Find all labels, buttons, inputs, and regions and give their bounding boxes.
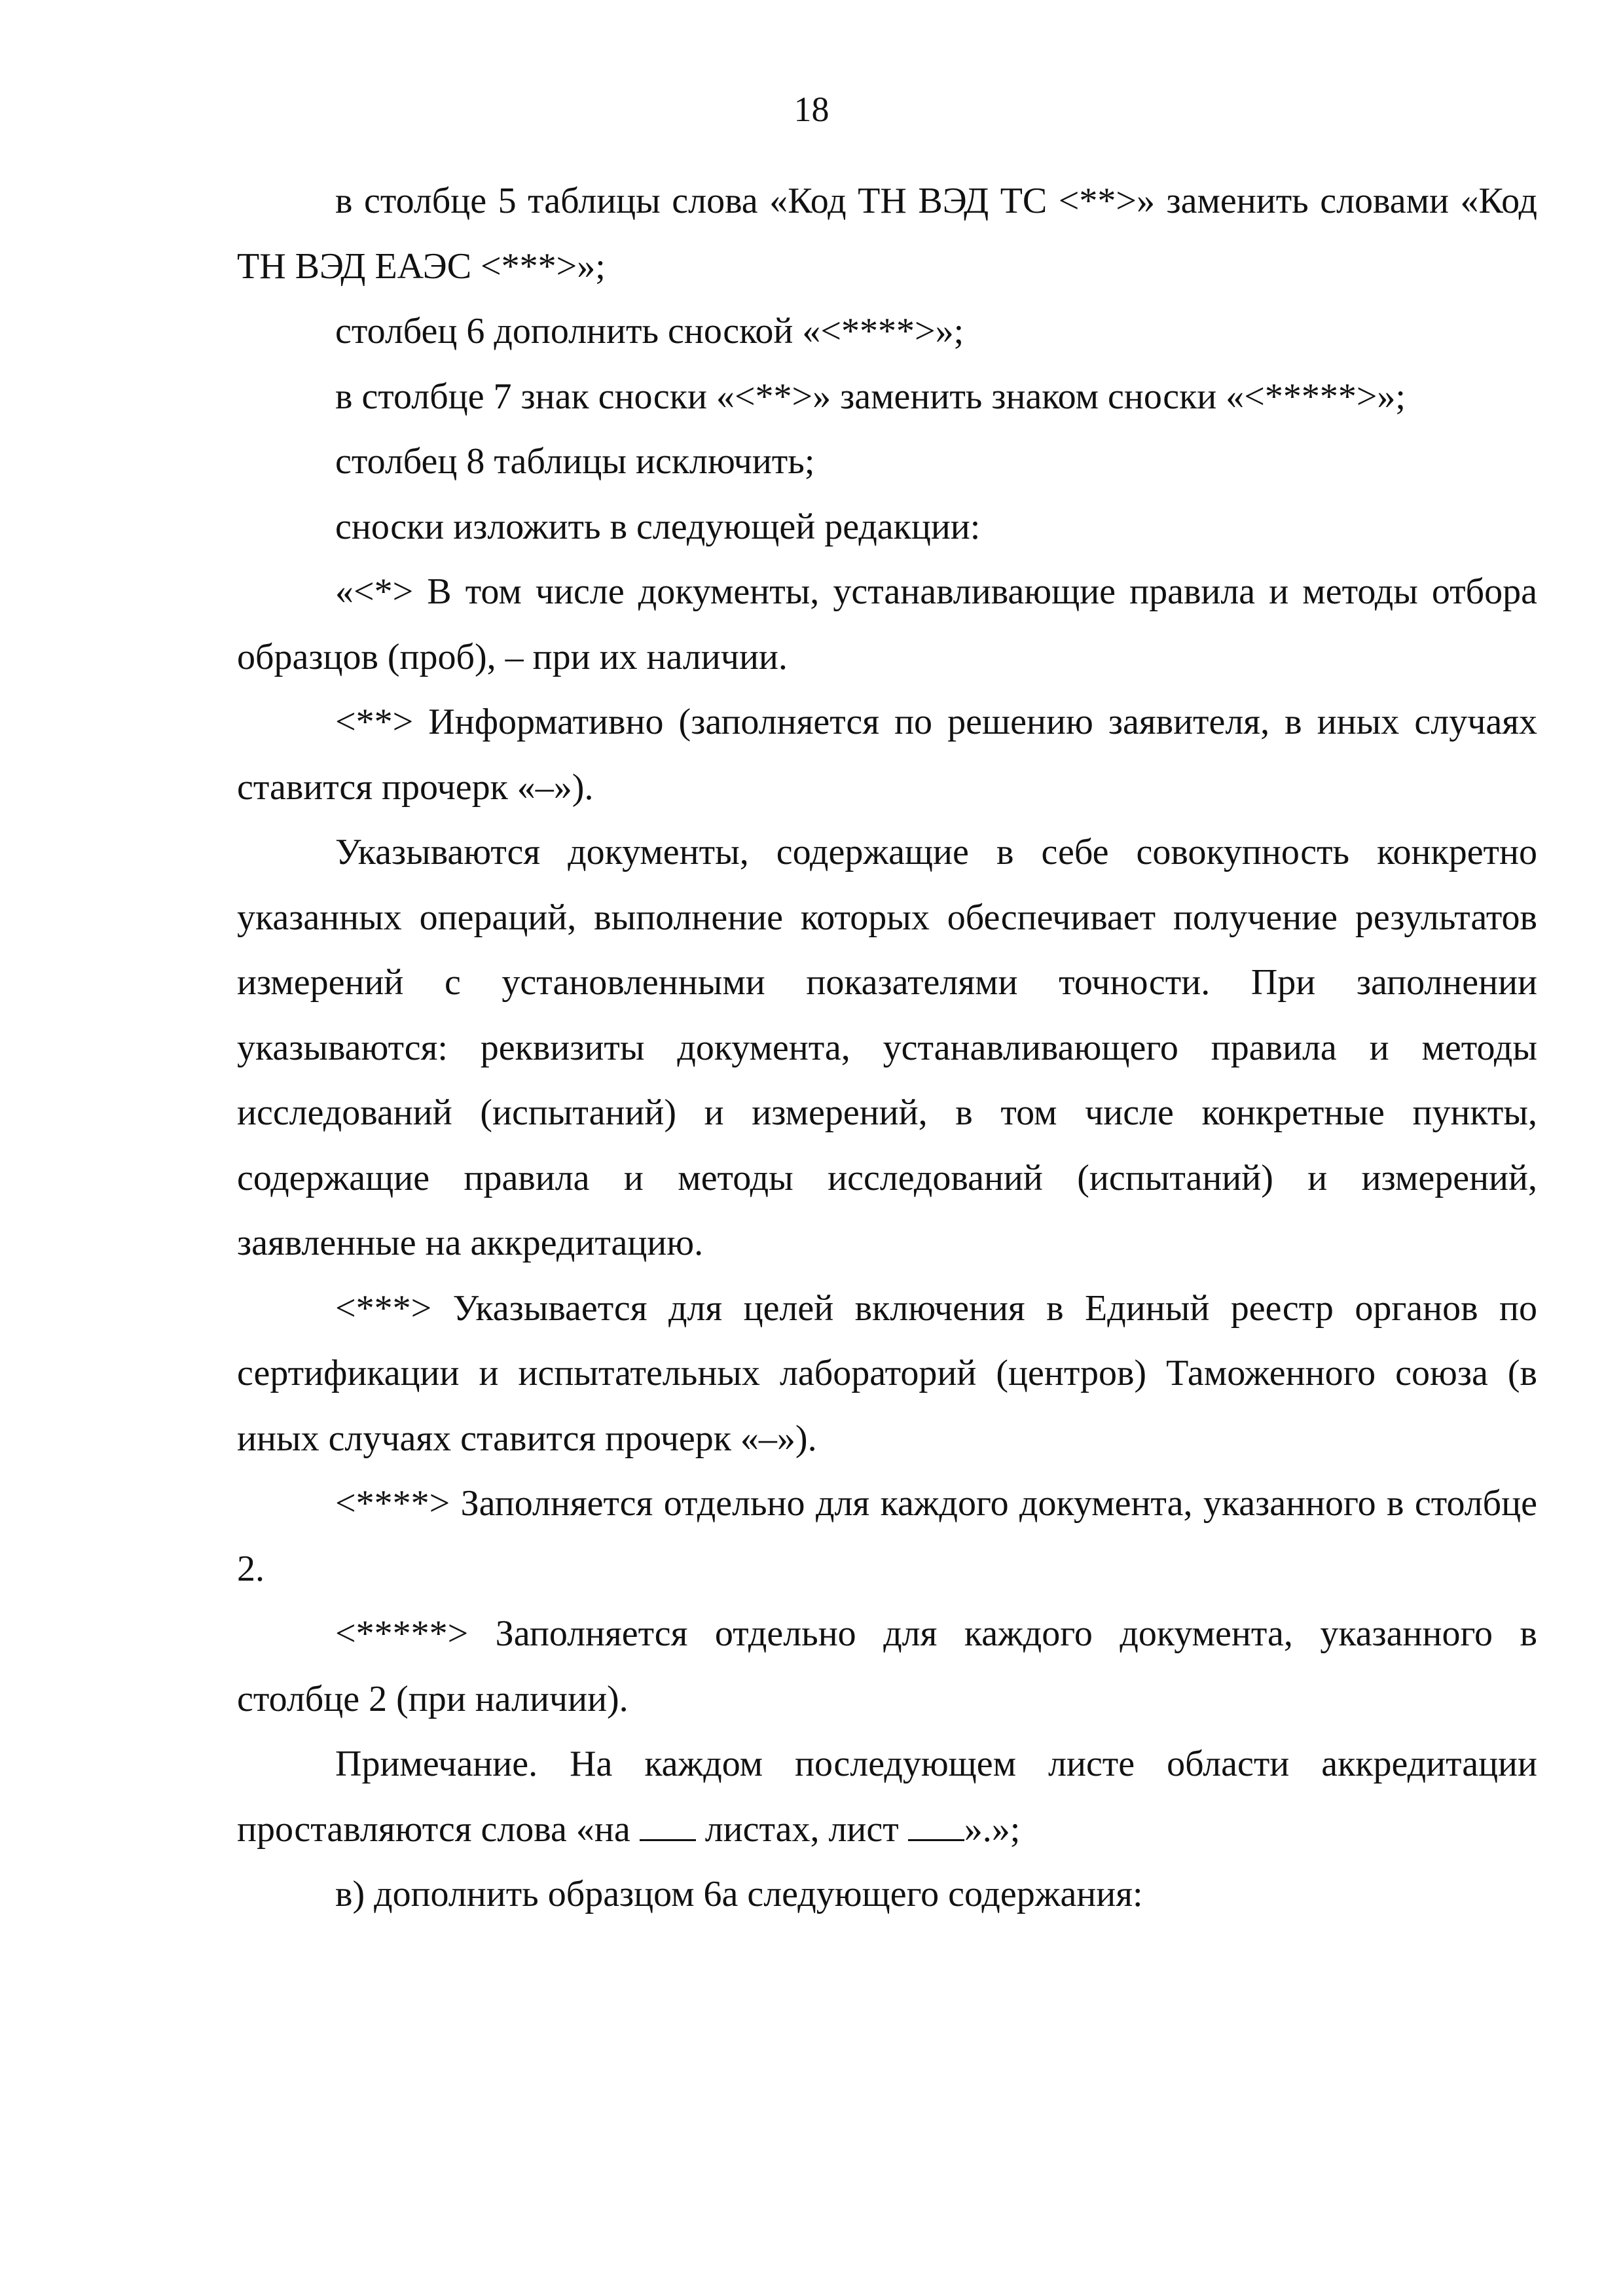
footnote-2-explanation: Указываются документы, содержащие в себе совокупность конкретно указанных операций, выполнение которых обеспечивает получение результатов измерений с установленными показателями точности. При заполнении указываются: реквизиты документа, устанавливающего правила и методы исследований (испытаний) и измерений, в том числе конкретные пункты, содержащие правила и методы исследований (испытаний) и измерений, заявленные на аккредитацию. xyxy=(237,832,1537,1263)
note-text-end: ».»; xyxy=(964,1808,1021,1850)
blank-line xyxy=(908,1812,964,1841)
footnote-1: «<*> В том числе документы, устанавливающие правила и методы отбора образцов (проб), – при их наличии. xyxy=(237,571,1537,677)
note-paragraph xyxy=(237,1732,1537,1862)
note-text-middle: листах, лист xyxy=(695,1808,908,1850)
note-text-start: Примечание. На каждом последующем листе области аккредитации проставляются слова «на xyxy=(237,1744,1537,1850)
footnote-4: <****> Заполняется отдельно для каждого документа, указанного в столбце 2. xyxy=(237,1483,1537,1589)
paragraph-column6-footnote: столбец 6 дополнить сноской «<****>»; xyxy=(335,311,964,351)
paragraph-add-sample: в) дополнить образцом 6а следующего содержания: xyxy=(335,1874,1143,1914)
paragraph-column8-exclude: столбец 8 таблицы исключить; xyxy=(335,441,815,482)
footnote-2: <**> Информативно (заполняется по решению заявителя, в иных случаях ставится прочерк «–»). xyxy=(237,702,1537,808)
paragraph-column7-footnote: в столбце 7 знак сноски «<**>» заменить знаком сноски «<*****>»; xyxy=(335,376,1406,417)
paragraph-footnotes-intro: сноски изложить в следующей редакции: xyxy=(335,506,981,547)
document-body xyxy=(237,169,1537,1928)
page-number: 18 xyxy=(793,90,830,129)
footnote-5: <*****> Заполняется отдельно для каждого документа, указанного в столбце 2 (при наличии). xyxy=(237,1613,1537,1719)
footnote-3: <***> Указывается для целей включения в Единый реестр органов по сертификации и испытательных лабораторий (центров) Таможенного союза (в иных случаях ставится прочерк «–»). xyxy=(237,1287,1537,1459)
paragraph-column5-replace: в столбце 5 таблицы слова «Код ТН ВЭД ТС <**>» заменить словами «Код ТН ВЭД ЕАЭС <***>»; xyxy=(237,181,1537,287)
blank-line xyxy=(640,1812,696,1841)
